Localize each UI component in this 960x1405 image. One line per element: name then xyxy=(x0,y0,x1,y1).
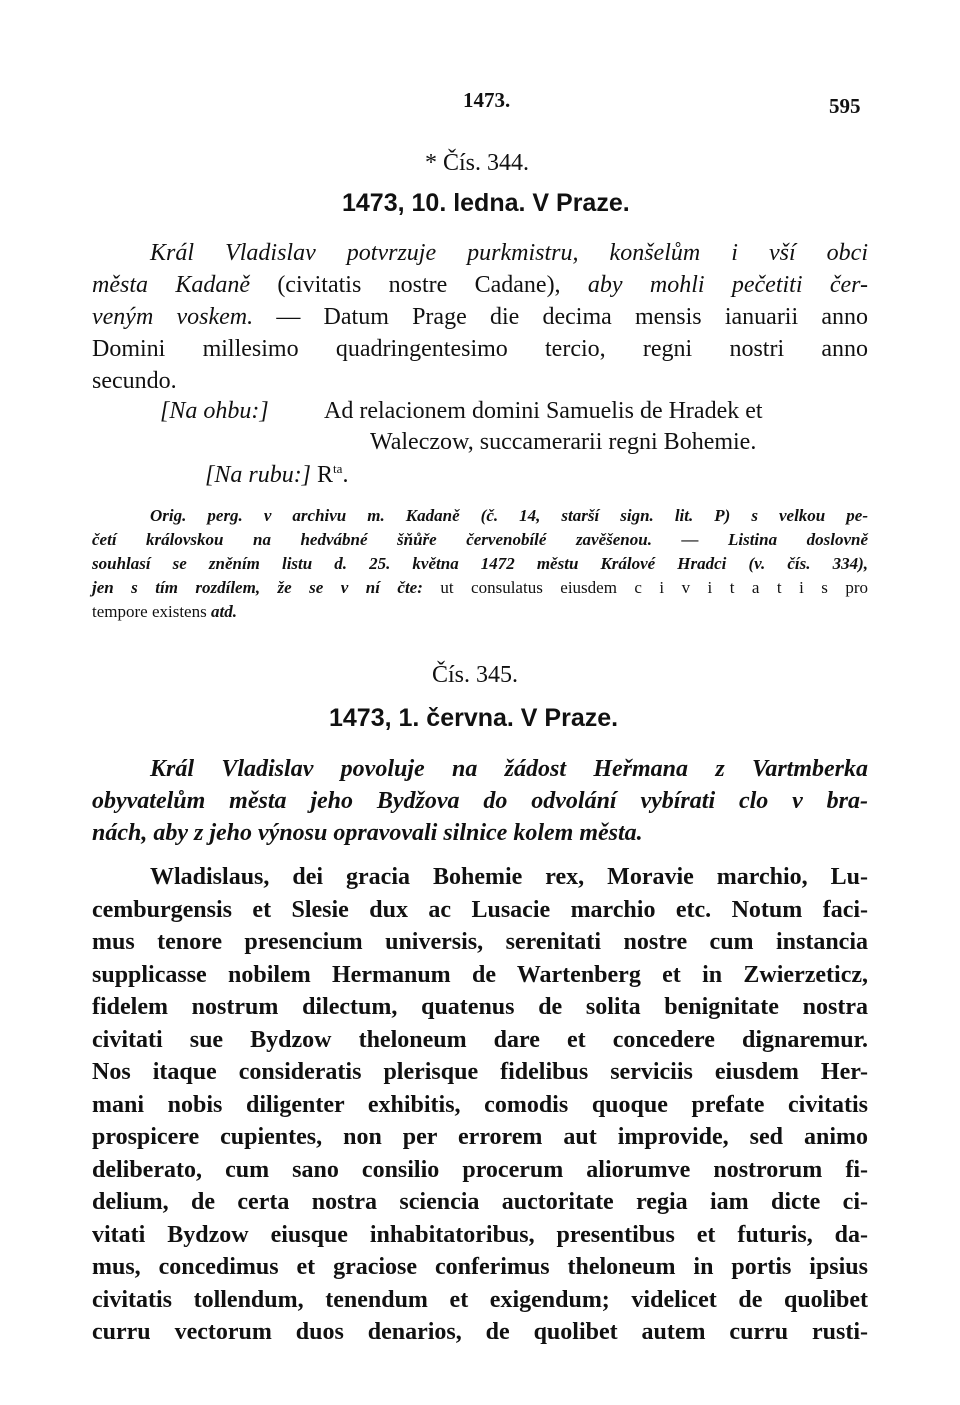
text-345-line xyxy=(92,1024,868,1057)
summary-344-text: Král Vladislav potvrzuje purkmistru, konšelům i vší obci xyxy=(150,240,868,266)
text-345-text: curru vectorum duos denarios, de quolibet autem curru rusti- xyxy=(92,1319,868,1345)
text-345-text: mani nobis diligenter exhibitis, comodis quoque prefate civitatis xyxy=(92,1091,868,1118)
text-345-line xyxy=(92,1056,868,1089)
text-345-line xyxy=(92,1284,868,1317)
summary-344-text: Domini millesimo quadringentesimo tercio, regni nostri anno xyxy=(92,336,868,362)
summary-344-line xyxy=(92,333,868,365)
text-345-text: mus tenore presencium universis, serenitati nostre cum instancia xyxy=(92,929,868,955)
summary-345-line xyxy=(150,753,868,785)
text-345-text: delium, de certa nostra sciencia auctoritate regia iam dicte ci- xyxy=(92,1189,868,1215)
summary-345-text: Král Vladislav povoluje na žádost Heřmana z Vartmberka xyxy=(150,756,868,782)
endorsement-fold-text-a: Ad relacionem domini Samuelis de Hradek et xyxy=(324,398,763,424)
note-344-text: četí královskou na hedvábné šňůře červenobílé zavěšenou. — Listina doslovně xyxy=(92,530,868,549)
text-345-text: supplicasse nobilem Hermanum de Wartenberg et in Zwierzeticz, xyxy=(92,961,868,988)
note-344-text: tempore existens xyxy=(92,602,211,621)
document-number-344: * Čís. 344. xyxy=(425,150,530,176)
text-345-text: civitati sue Bydzow theloneum dare et concedere dignaremur. xyxy=(92,1026,868,1053)
text-345-text: cemburgensis et Slesie dux ac Lusacie marchio etc. Notum faci- xyxy=(92,896,868,923)
document-number-345: Čís. 345. xyxy=(432,662,519,688)
summary-344-text: města Kadaně xyxy=(92,272,250,298)
summary-344-text: aby mohli pečetiti čer- xyxy=(587,272,868,298)
note-344-text: souhlasí se zněním listu d. 25. května 1472 městu Králové Hradci (v. čís. 334), xyxy=(92,554,868,573)
summary-344-text: (civitatis nostre Cadane), xyxy=(249,272,588,298)
text-345-line xyxy=(92,894,868,927)
text-345-text: vitati Bydzow eiusque inhabitatoribus, presentibus et futuris, da- xyxy=(92,1221,868,1248)
note-344-text: ut consulatus eiusdem c i v i t a t i s pro xyxy=(422,578,868,597)
endorsement-fold-text-b: Waleczow, succamerarii regni Bohemie. xyxy=(370,429,757,455)
text-345-text: prospicere cupientes, non per errorem aut improvide, sed animo xyxy=(92,1124,868,1150)
text-345-line xyxy=(92,1186,868,1219)
document-date-place-344: 1473, 10. ledna. V Praze. xyxy=(342,189,630,217)
text-345-line xyxy=(92,1121,868,1154)
page-number: 595 xyxy=(829,94,861,118)
summary-345-text: nách, aby z jeho výnosu opravovali silnice kolem města. xyxy=(92,820,643,846)
running-header-year: 1473. xyxy=(463,88,511,112)
endorsement-back-sup: ta xyxy=(333,461,343,476)
note-344-line xyxy=(92,600,868,624)
note-344-text: Orig. perg. v archivu m. Kadaně (č. 14, starší sign. lit. P) s velkou pe- xyxy=(150,506,868,525)
text-345-line xyxy=(92,1089,868,1122)
note-344-line xyxy=(92,576,868,600)
text-345-line xyxy=(92,991,868,1024)
summary-344-text: — Datum Prage die decima mensis ianuarii anno xyxy=(253,304,869,330)
note-344-line xyxy=(92,552,868,576)
summary-344-line xyxy=(92,269,868,301)
summary-344-line xyxy=(150,237,868,269)
note-344-line xyxy=(92,528,868,552)
summary-344-text: veným voskem. xyxy=(92,304,254,330)
text-345-text: Wladislaus, dei gracia Bohemie rex, Moravie marchio, Lu- xyxy=(150,864,868,890)
summary-344-line xyxy=(92,301,868,333)
text-345-line xyxy=(92,926,868,959)
summary-344-text: secundo. xyxy=(92,368,177,394)
text-345-text: Nos itaque consideratis plerisque fidelibus serviciis eiusdem Her- xyxy=(92,1059,868,1085)
note-344-line xyxy=(150,504,868,528)
text-345-line xyxy=(92,1219,868,1252)
text-345-line xyxy=(150,861,868,894)
text-345-line xyxy=(92,959,868,992)
text-345-text: civitatis tollendum, tenendum et exigendum; videlicet de quolibet xyxy=(92,1286,868,1313)
endorsement-back-label: [Na rubu:] xyxy=(205,462,312,488)
text-345-text: mus, concedimus et graciose conferimus theloneum in portis ipsius xyxy=(92,1254,868,1280)
summary-345-text: obyvatelům města jeho Bydžova do odvolání vybírati clo v bra- xyxy=(92,788,868,814)
text-345-text: deliberato, cum sano consilio procerum aliorumve nostrorum fi- xyxy=(92,1156,868,1183)
text-345-line xyxy=(92,1251,868,1284)
endorsement-back xyxy=(205,461,348,489)
note-344-text: jen s tím rozdílem, že se v ní čte: xyxy=(92,578,423,597)
summary-345-line xyxy=(92,817,868,849)
note-344-text: atd. xyxy=(210,602,237,621)
endorsement-back-end: . xyxy=(342,462,349,488)
endorsement-fold-label-text: [Na ohbu:] xyxy=(160,398,269,424)
endorsement-back-text: R xyxy=(317,462,334,488)
document-date-place-345: 1473, 1. června. V Praze. xyxy=(329,704,619,732)
text-345-text: fidelem nostrum dilectum, quatenus de solita benignitate nostra xyxy=(92,994,868,1020)
summary-344-line xyxy=(92,365,868,397)
endorsement-fold-label xyxy=(160,398,269,425)
text-345-line xyxy=(92,1316,868,1349)
summary-345-line xyxy=(92,785,868,817)
text-345-line xyxy=(92,1154,868,1187)
